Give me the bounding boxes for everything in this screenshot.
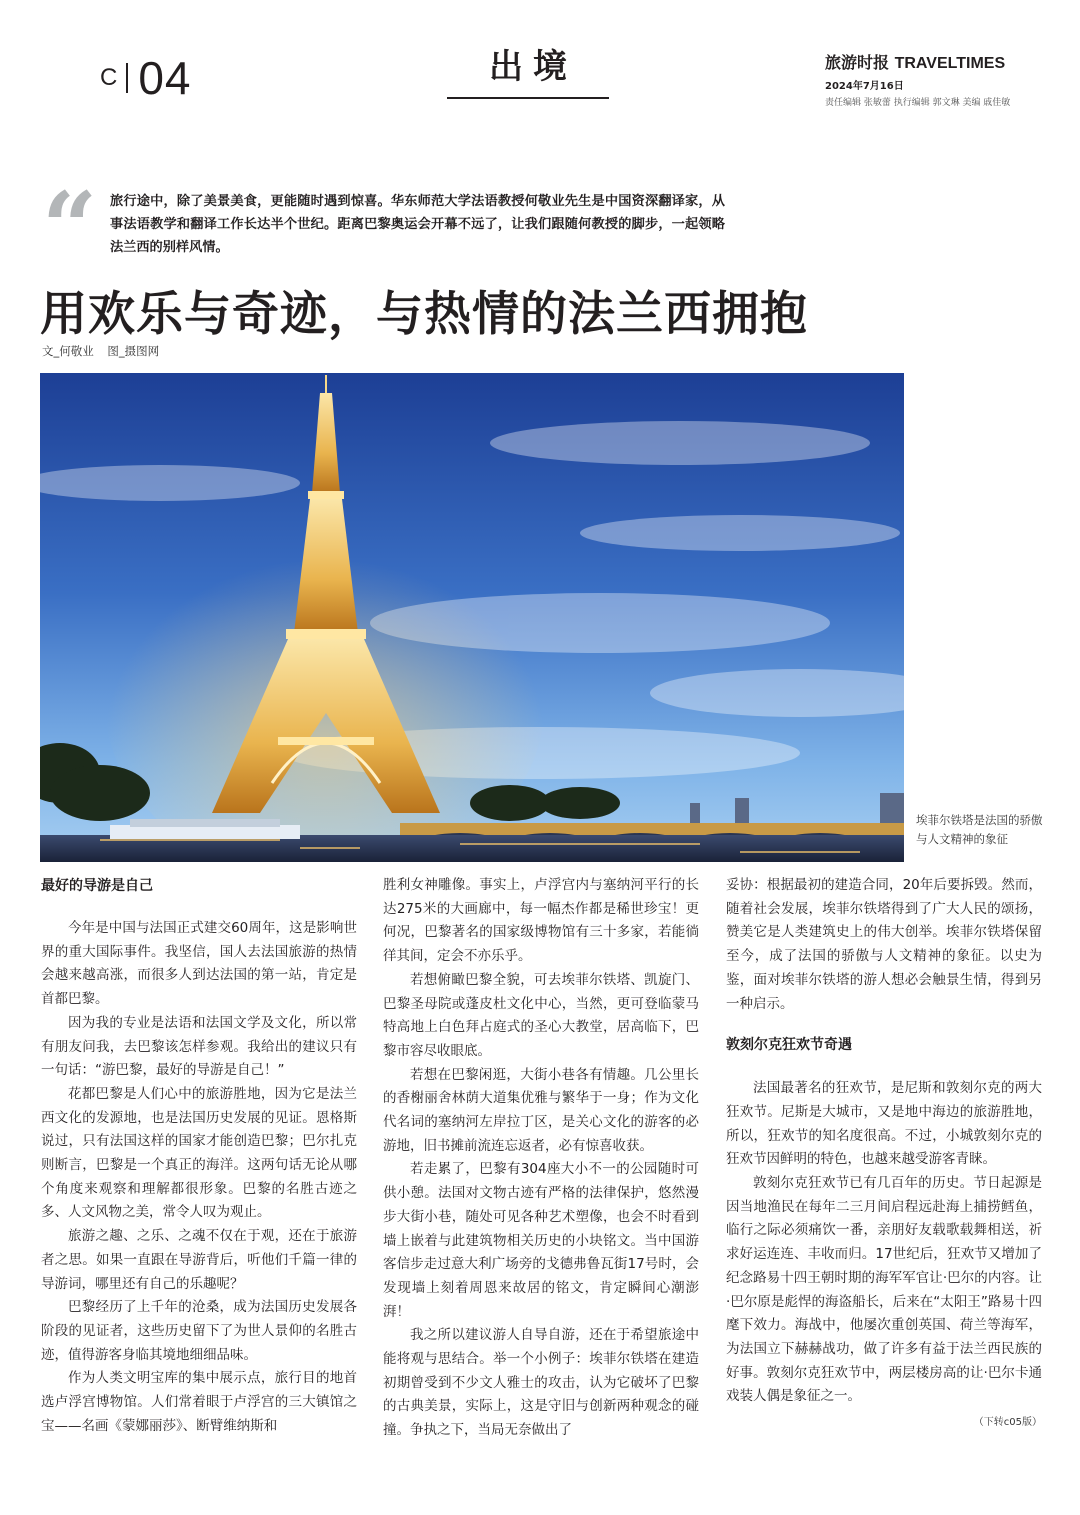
newspaper-name-cn: 旅游时报	[825, 53, 890, 72]
article-column-3	[726, 874, 1042, 1435]
continued-note: （下转c05版）	[973, 1417, 1042, 1429]
staff-credits: 责任编辑 张敏蕾 执行编辑 郭文琳 美编 戚佳敏	[825, 98, 1011, 108]
subhead-dunkirk-carnival: 敦刻尔克狂欢节奇遇	[726, 1037, 852, 1054]
masthead	[825, 50, 1045, 108]
paragraph: 巴黎经历了上千年的沧桑，成为法国历史发展各阶段的见证者，这些历史留下了为世人景仰的名胜古迹，值得游客身临其境地细细品味。	[41, 1299, 357, 1363]
paragraph: 若想在巴黎闲逛，大街小巷各有情趣。几公里长的香榭丽舍林荫大道集优雅与繁华于一身；作为文化代名词的塞纳河左岸拉丁区，是关心文化的游客的必游地，旧书摊前流连忘返者，必有惊喜收获。	[383, 1066, 699, 1154]
lead-paragraph: 旅行途中，除了美景美食，更能随时遇到惊喜。华东师范大学法语教授何敬业先生是中国资深翻译家，从事法语教学和翻译工作长达半个世纪。距离巴黎奥运会开幕不远了，让我们跟随何教授的脚步，一起领略法兰西的别样风情。	[110, 194, 725, 255]
newspaper-name-en: TRAVELTIMES	[894, 55, 1006, 72]
quote-mark-icon: “	[42, 171, 98, 284]
newspaper-name	[825, 50, 1045, 73]
paragraph: 若想俯瞰巴黎全貌，可去埃菲尔铁塔、凯旋门、巴黎圣母院或蓬皮杜文化中心，当然，更可登临蒙马特高地上白色拜占庭式的圣心大教堂，居高临下，巴黎市容尽收眼底。	[383, 971, 699, 1059]
byline-photo-credit: 图_摄图网	[107, 344, 160, 358]
headline: 用欢乐与奇迹，与热情的法兰西拥抱	[40, 287, 808, 342]
paragraph: 今年是中国与法国正式建交60周年，这是影响世界的重大国际事件。我坚信，国人去法国旅游的热情会越来越高涨，而很多人到达法国的第一站，肯定是首都巴黎。	[41, 920, 357, 1008]
page-number: 04	[138, 52, 192, 104]
paragraph: 法国最著名的狂欢节，是尼斯和敦刻尔克的两大狂欢节。尼斯是大城市，又是地中海边的旅游胜地，所以，狂欢节的知名度很高。不过，小城敦刻尔克的狂欢节因鲜明的特色，也越来越受游客青睐。	[726, 1080, 1042, 1168]
photo-caption: 埃菲尔铁塔是法国的骄傲与人文精神的象征	[916, 813, 1043, 846]
byline-author: 文_何敬业	[42, 344, 94, 358]
section-code: C	[100, 64, 121, 91]
paragraph: 花都巴黎是人们心中的旅游胜地，因为它是法兰西文化的发源地，也是法国历史发展的见证。恩格斯说过，只有法国这样的国家才能创造巴黎；巴尔扎克则断言，巴黎是一个真正的海洋。这两句话无论从哪个角度来观察和理解都很形象。巴黎的名胜古迹之多、人文风物之美，常令人叹为观止。	[41, 1085, 357, 1221]
issue-date: 2024年7月16日	[825, 81, 904, 92]
eiffel-tower-photo	[40, 373, 904, 862]
paragraph: 我之所以建议游人自导自游，还在于希望旅途中能将观与思结合。举一个小例子：埃菲尔铁塔在建造初期曾受到不少文人雅士的攻击，认为它破坏了巴黎的古典美景，实际上，这是守旧与创新两种观念的碰撞。争执之下，当局无奈做出了	[383, 1327, 699, 1439]
paragraph: 旅游之趣、之乐、之魂不仅在于观，还在于旅游者之思。如果一直跟在导游背后，听他们千篇一律的导游词，哪里还有自己的乐趣呢？	[41, 1228, 357, 1292]
article-column-2	[383, 874, 699, 1443]
byline	[42, 343, 159, 359]
article-column-1	[41, 874, 357, 1438]
page-code	[100, 52, 192, 104]
subhead-best-guide: 最好的导游是自己	[41, 878, 153, 894]
page-code-divider	[126, 63, 128, 93]
paragraph: 因为我的专业是法语和法国文学及文化，所以常有朋友问我，去巴黎该怎样参观。我给出的建议只有一句话：“游巴黎，最好的导游是自己！”	[41, 1014, 357, 1079]
paragraph-continuation: 妥协：根据最初的建造合同，20年后要拆毁。然而，随着社会发展，埃菲尔铁塔得到了广大人民的颂扬，赞美它是人类建筑史上的伟大创举。埃菲尔铁塔保留至今，成了法国的骄傲与人文精神的象征。以史为鉴，面对埃菲尔铁塔的游人想必会触景生情，得到另一种启示。	[726, 877, 1042, 1012]
paragraph: 若走累了，巴黎有304座大小不一的公园随时可供小憩。法国对文物古迹有严格的法律保护，悠然漫步大街小巷，随处可见各种艺术塑像，也会不时看到墙上嵌着与此建筑物相关历史的小块铭文。当中国游客信步走过意大利广场旁的戈德弗鲁瓦街17号时，会发现墙上刻着周恩来故居的铭文，肯定瞬间心潮澎湃！	[383, 1161, 699, 1320]
section-title: 出境	[447, 44, 609, 99]
paragraph: 作为人类文明宝库的集中展示点，旅行目的地首选卢浮宫博物馆。人们常着眼于卢浮宫的三大镇馆之宝——名画《蒙娜丽莎》、断臂维纳斯和	[41, 1370, 357, 1434]
paragraph: 敦刻尔克狂欢节已有几百年的历史。节日起源是因当地渔民在每年二三月间启程远赴海上捕捞鳕鱼，临行之际必须痛饮一番，亲朋好友载歌载舞相送，祈求好运连连、丰收而归。17世纪后，狂欢节又增加了纪念路易十四王朝时期的海军军官让·巴尔的内容。让·巴尔原是彪悍的海盗船长，后来在“太阳王”路易十四麾下效力。海战中，他屡次重创英国、荷兰等海军，为法国立下赫赫战功，做了许多有益于法兰西民族的好事。敦刻尔克狂欢节中，两层楼房高的让·巴尔卡通戏装人偶是象征之一。	[726, 1175, 1042, 1405]
paragraph-continuation: 胜利女神雕像。事实上，卢浮宫内与塞纳河平行的长达275米的大画廊中，每一幅杰作都是稀世珍宝！更何况，巴黎著名的国家级博物馆有三十多家，若能徜徉其间，定会不亦乐乎。	[383, 877, 699, 965]
